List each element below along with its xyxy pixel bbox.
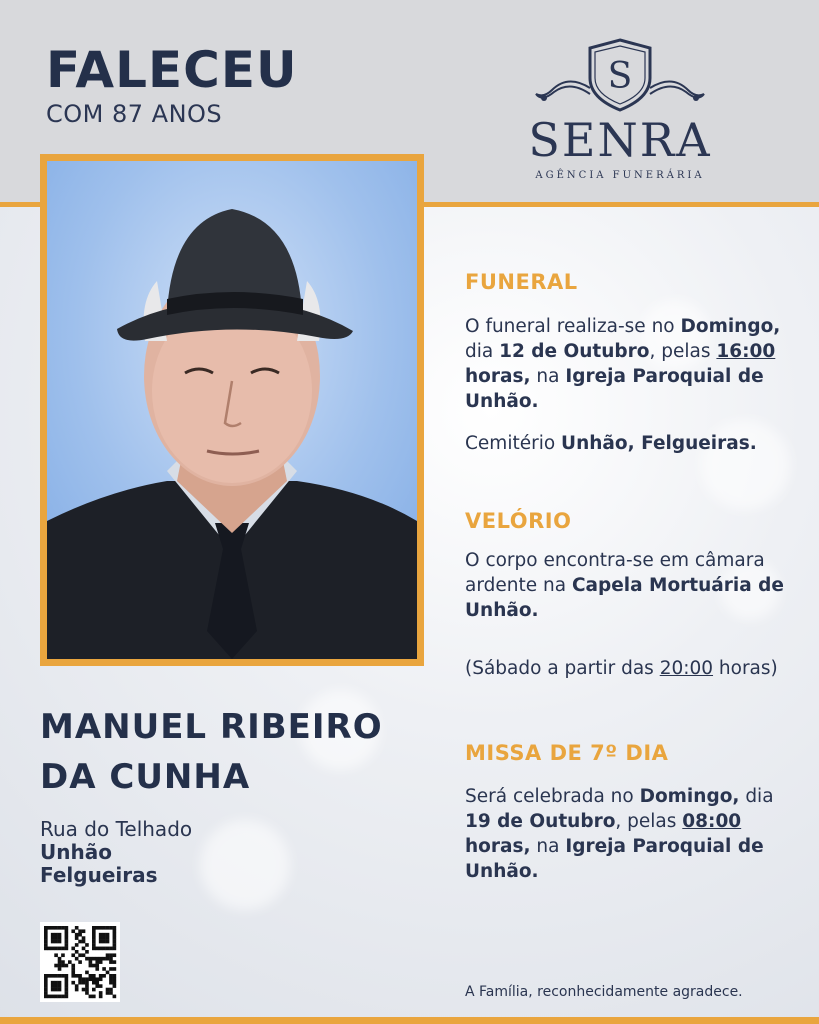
funeral-cemetery: Cemitério Unhão, Felgueiras.	[465, 433, 757, 454]
crest-icon	[520, 36, 720, 116]
qr-code-icon	[40, 922, 120, 1002]
deceased-name-line2: DA CUNHA	[40, 757, 251, 797]
agency-name: SENRA	[528, 113, 712, 167]
portrait-frame	[40, 154, 424, 666]
velorio-details: O corpo encontra-se em câmara ardente na Capela Mortuária de Unhão.	[465, 550, 784, 621]
velorio-time: (Sábado a partir das 20:00 horas)	[465, 658, 778, 679]
family-thanks: A Família, reconhecidamente agradece.	[465, 984, 743, 1000]
funeral-heading: FUNERAL	[465, 270, 578, 294]
logo-monogram: S	[607, 56, 633, 97]
velorio-heading: VELÓRIO	[465, 509, 572, 533]
agency-subtitle: AGÊNCIA FUNERÁRIA	[535, 170, 705, 181]
address-municipality: Felgueiras	[40, 863, 158, 887]
footer-divider	[0, 1017, 819, 1024]
deceased-name-line1: MANUEL RIBEIRO	[40, 707, 383, 747]
bokeh-light	[200, 820, 290, 910]
missa-details: Será celebrada no Domingo, dia 19 de Outubro, pelas 08:00 horas, na Igreja Paroquial de Unhão.	[465, 786, 774, 882]
deceased-name	[40, 702, 383, 802]
qr-code[interactable]	[40, 922, 120, 1002]
page-title: FALECEU	[46, 41, 298, 99]
address-parish: Unhão	[40, 840, 112, 864]
agency-logo	[520, 36, 720, 186]
address-street: Rua do Telhado	[40, 817, 193, 841]
age-subtitle: COM 87 ANOS	[46, 100, 223, 128]
missa-heading: MISSA DE 7º DIA	[465, 741, 669, 765]
funeral-details: O funeral realiza-se no Domingo, dia 12 de Outubro, pelas 16:00 horas, na Igreja Paroquial de Unhão.	[465, 316, 781, 412]
portrait-photo	[47, 161, 417, 659]
deceased-address	[40, 818, 192, 887]
